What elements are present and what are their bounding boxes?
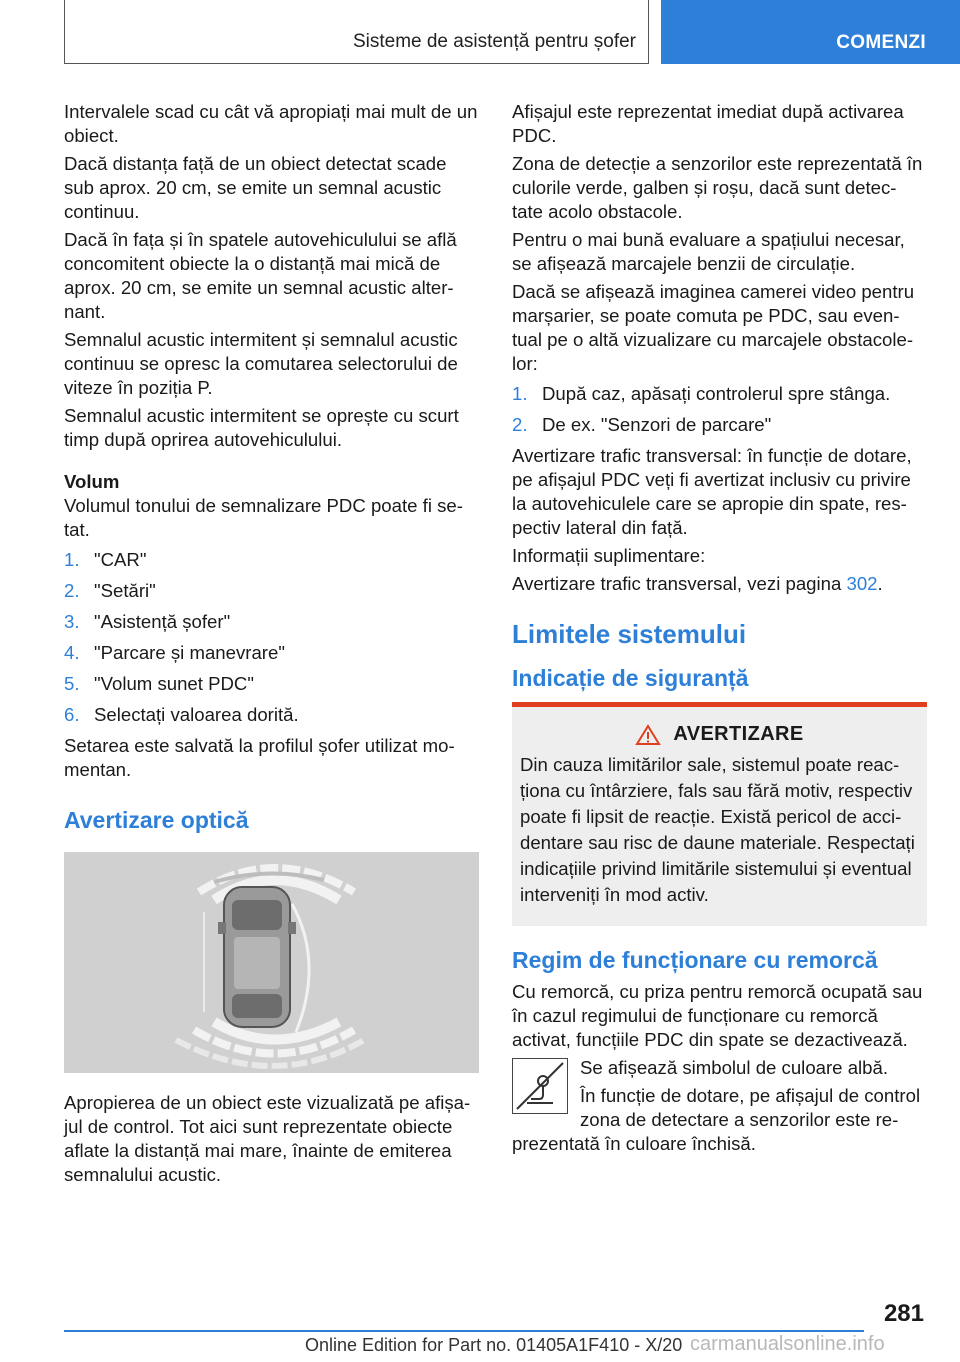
paragraph: Cu remorcă, cu priza pentru remorcă ocupată sau în cazul regimului de funcționare cu remorcă activat, funcțiile PDC din spate se dezactivează. xyxy=(512,981,923,1050)
paragraph: Se afișează simbolul de culoare albă. xyxy=(580,1057,889,1078)
paragraph: Zona de detecție a senzorilor este reprezentată în culorile verde, galben și roșu, dacă sunt detec‐tate acolo obstacole. xyxy=(512,153,923,222)
right-column xyxy=(512,100,927,1160)
left-column xyxy=(64,100,479,1191)
paragraph: Apropierea de un obiect este vizualizată pe afișa‐jul de control. Tot aici sunt reprezentate obiecte aflate la distanță mai mare, înainte de emiterea semnalului acustic. xyxy=(64,1092,471,1185)
step-number: 3. xyxy=(64,611,80,632)
camera-steps-list xyxy=(512,382,927,437)
step-number: 6. xyxy=(64,704,80,725)
step-number: 2. xyxy=(64,580,80,601)
header-section-box xyxy=(64,0,649,64)
list-item xyxy=(64,548,479,572)
paragraph: Semnalul acustic intermitent se oprește cu scurt timp după oprirea autovehiculului. xyxy=(64,405,459,450)
paragraph: Dacă în fața și în spatele autovehiculului se află concomitent obiecte la o distanță mai mică de aprox. 20 cm, se emite un semnal acustic alter‐nant. xyxy=(64,229,457,322)
paragraph: Avertizare trafic transversal: în funcție de dotare, pe afișajul PDC veți fi avertizat inclusiv cu privire la autovehiculele care se apropie din spate, res‐pectiv lateral din față. xyxy=(512,445,912,538)
chapter-tab[interactable] xyxy=(661,0,960,64)
reference-text: Avertizare trafic transversal, vezi pagina xyxy=(512,573,847,594)
edition-text: Online Edition for Part no. 01405A1F410 - X/20 xyxy=(305,1335,683,1355)
list-item xyxy=(512,382,927,406)
paragraph: Afișajul este reprezentat imediat după activarea PDC. xyxy=(512,101,904,146)
system-limits-heading: Limitele sistemului xyxy=(512,619,747,649)
list-item xyxy=(64,703,479,727)
trailer-symbol-row xyxy=(512,1056,927,1156)
watermark-text: carmanualsonline.info xyxy=(690,1333,885,1355)
step-text: "Volum sunet PDC" xyxy=(94,673,254,694)
list-item xyxy=(512,413,927,437)
volume-steps-list xyxy=(64,548,479,727)
paragraph: Intervalele scad cu cât vă apropiați mai mult de un obiect. xyxy=(64,101,478,146)
step-text: "Asistență șofer" xyxy=(94,611,231,632)
page-number: 281 xyxy=(883,1300,924,1327)
list-item xyxy=(64,579,479,603)
step-number: 2. xyxy=(512,414,528,435)
step-text: "Setări" xyxy=(94,580,156,601)
pdc-display-illustration xyxy=(64,852,479,1073)
paragraph: Dacă distanța față de un obiect detectat scade sub aprox. 20 cm, se emite un semnal acustic continuu. xyxy=(64,153,447,222)
visual-warning-heading: Avertizare optică xyxy=(64,807,249,833)
paragraph: Semnalul acustic intermitent și semnalul acustic continuu se opresc la comutarea selectorului de viteze în poziția P. xyxy=(64,329,458,398)
list-item xyxy=(64,641,479,665)
paragraph: Setarea este salvată la profilul șofer utilizat mo‐mentan. xyxy=(64,735,455,780)
paragraph xyxy=(512,572,927,596)
warning-box xyxy=(512,702,927,926)
step-text: Selectați valoarea dorită. xyxy=(94,704,299,725)
volume-heading: Volum xyxy=(64,471,120,492)
safety-heading: Indicație de siguranță xyxy=(512,665,749,691)
step-number: 1. xyxy=(512,383,528,404)
chapter-tab-label: COMENZI xyxy=(836,32,926,53)
paragraph: Dacă se afișează imaginea camerei video pentru marșarier, se poate comuta pe PDC, sau even‐tual pe o altă vizualizare cu marcajele obstacole‐lor: xyxy=(512,281,915,374)
trailer-heading: Regim de funcționare cu remorcă xyxy=(512,947,878,973)
warning-text: Din cauza limitărilor sale, sistemul poate reac‐ționa cu întârziere, fals sau fără motiv, respectiv poate fi lipsit de reacție. Există pericol de acci‐dentare sau risc de daune materiale. Respectați indicațiile privind limitările sistemului și eventual interveniți în mod activ. xyxy=(520,754,915,905)
step-text: De ex. "Senzori de parcare" xyxy=(542,414,772,435)
paragraph: În funcție de dotare, pe afișajul de control zona de detectare a senzorilor este re‐prezentată în culoare închisă. xyxy=(512,1085,921,1154)
list-item xyxy=(64,672,479,696)
paragraph: Volumul tonului de semnalizare PDC poate fi se‐tat. xyxy=(64,495,463,540)
warning-title xyxy=(520,723,919,746)
step-text: După caz, apăsați controlerul spre stânga. xyxy=(542,383,891,404)
page-link[interactable]: 302 xyxy=(846,573,878,594)
step-text: "Parcare și manevrare" xyxy=(94,642,285,663)
step-number: 1. xyxy=(64,549,80,570)
list-item xyxy=(64,610,479,634)
step-number: 5. xyxy=(64,673,80,694)
punctuation: . xyxy=(877,573,883,594)
warning-triangle-icon xyxy=(635,724,661,746)
step-number: 4. xyxy=(64,642,80,663)
paragraph: Informații suplimentare: xyxy=(512,545,706,566)
pdc-car-sensors-icon xyxy=(64,852,479,1073)
trailer-hitch-icon xyxy=(512,1058,568,1114)
footer-divider xyxy=(64,1330,864,1332)
section-title: Sisteme de asistență pentru șofer xyxy=(352,31,636,52)
paragraph: Pentru o mai bună evaluare a spațiului necesar, se afișează marcajele benzii de circulație. xyxy=(512,229,905,274)
warning-title-text: AVERTIZARE xyxy=(673,723,804,745)
step-text: "CAR" xyxy=(94,549,147,570)
